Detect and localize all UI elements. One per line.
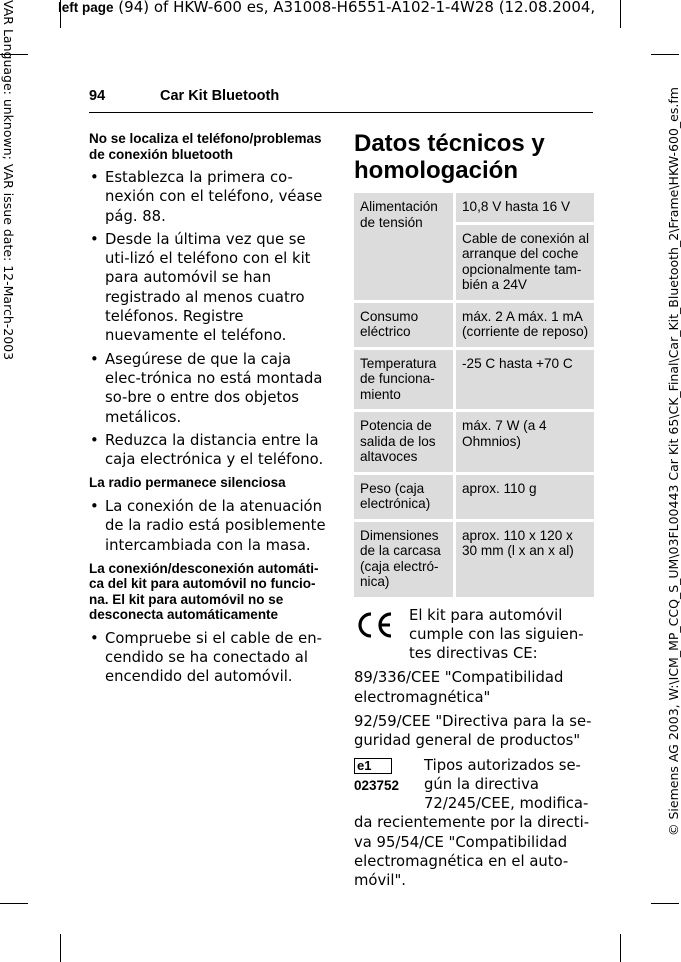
directive-text: 89/336/CEE "Compatibilidad electromagnética" [354, 669, 564, 706]
list-item: • Reduzca la distancia entre la caja electrónica y el teléfono. [89, 431, 327, 470]
bullet-list [89, 497, 327, 555]
print-header-label: left page [58, 0, 114, 15]
section-heading: La conexión/desconexión automáti-ca del kit para automóvil no funcio-na. El kit para automóvil no se desconecta automáticamente [89, 560, 319, 623]
section [89, 561, 327, 687]
approval-number: 023752 [354, 777, 400, 793]
ce-mark-icon [354, 611, 394, 639]
page-number: 94 [89, 88, 106, 104]
table-row [354, 475, 594, 522]
section [89, 131, 327, 469]
list-item: • Desde la última vez que se uti-lizó el teléfono con el kit para automóvil se han registrado al menos cuatro teléfonos. Registre nuevamente el teléfono. [89, 230, 327, 346]
crop-mark [651, 903, 679, 904]
table-row [354, 412, 594, 475]
spec-table [354, 193, 594, 600]
list-item: • Compruebe si el cable de en-cendido se ha conectado al encendido del automóvil. [89, 629, 327, 687]
crop-mark [651, 54, 679, 55]
spec-label: Dimensiones de la carcasa (caja electró-nica) [354, 522, 453, 600]
running-title: Car Kit Bluetooth [160, 88, 280, 104]
spec-value: máx. 2 A máx. 1 mA (corriente de reposo) [453, 303, 594, 350]
spec-value: aprox. 110 x 120 x 30 mm (l x an x al) [453, 522, 594, 600]
crop-mark [0, 903, 28, 904]
e1-mark: e1 [354, 758, 392, 774]
print-header [58, 0, 595, 16]
spec-label: Potencia de salida de los altavoces [354, 412, 453, 475]
crop-mark [620, 934, 621, 962]
directive-text: 92/59/CEE "Directiva para la se-guridad general de productos" [354, 712, 592, 750]
print-header-info: (94) of HKW-600 es, A31008-H6551-A102-1-4W28 (12.08.2004, [118, 0, 596, 16]
ce-text: El kit para automóvil cumple con las siguien-tes directivas CE: [409, 606, 584, 663]
section-heading: La radio permanece silenciosa [89, 475, 286, 491]
spec-label: Peso (caja electrónica) [354, 475, 453, 522]
type-approval-text: Tipos autorizados se-gún la directiva 72/245/CEE, modifica-da recientemente por la directi-va 95/54/CE "Compatibilidad electromagnética en el auto-móvil". [354, 756, 590, 890]
spec-label: Consumo eléctrico [354, 303, 453, 350]
spec-value: -25 C hasta +70 C [453, 350, 594, 413]
table-row [354, 303, 594, 350]
table-row [354, 193, 594, 225]
crop-mark [620, 0, 621, 28]
spec-label: Temperatura de funciona-miento [354, 350, 453, 413]
table-row [354, 522, 594, 600]
section-heading: No se localiza el teléfono/problemas de conexión bluetooth [89, 131, 322, 162]
list-item: • Establezca la primera co-nexión con el teléfono, véase pág. 88. [89, 168, 327, 226]
right-margin-note: © Siemens AG 2003, W:\ICM_MP_CCQ_S_UM\03FL00443 Car Kit 65\CK_Final\Car_Kit_Bluetooth_2\Frame\HKW-600_es.fm [666, 87, 681, 836]
list-item: • Asegúrese de que la caja elec-trónica no está montada so-bre o entre dos objetos metálicos. [89, 350, 327, 427]
type-approval-block [354, 756, 594, 891]
crop-mark [60, 934, 61, 962]
spec-value: Cable de conexión al arranque del coche opcionalmente tam-bién a 24V [453, 225, 594, 303]
troubleshooting-column [89, 131, 327, 691]
header-rule [89, 112, 593, 113]
spec-value: 10,8 V hasta 16 V [453, 193, 594, 225]
spec-label: Alimentación de tensión [354, 193, 453, 303]
bullet-list [89, 168, 327, 469]
section [89, 475, 327, 554]
section-title: Datos técnicos y homologación [354, 130, 545, 184]
bullet-list [89, 629, 327, 687]
table-row [354, 350, 594, 413]
technical-data-column [354, 130, 594, 891]
list-item: • La conexión de la atenuación de la radio está posiblemente intercambiada con la masa. [89, 497, 327, 555]
spec-value: aprox. 110 g [453, 475, 594, 522]
ce-block [354, 606, 594, 664]
spec-value: máx. 7 W (a 4 Ohmnios) [453, 412, 594, 475]
left-margin-note: VAR Language: unknown; VAR issue date: 12-March-2003 [1, 0, 16, 361]
